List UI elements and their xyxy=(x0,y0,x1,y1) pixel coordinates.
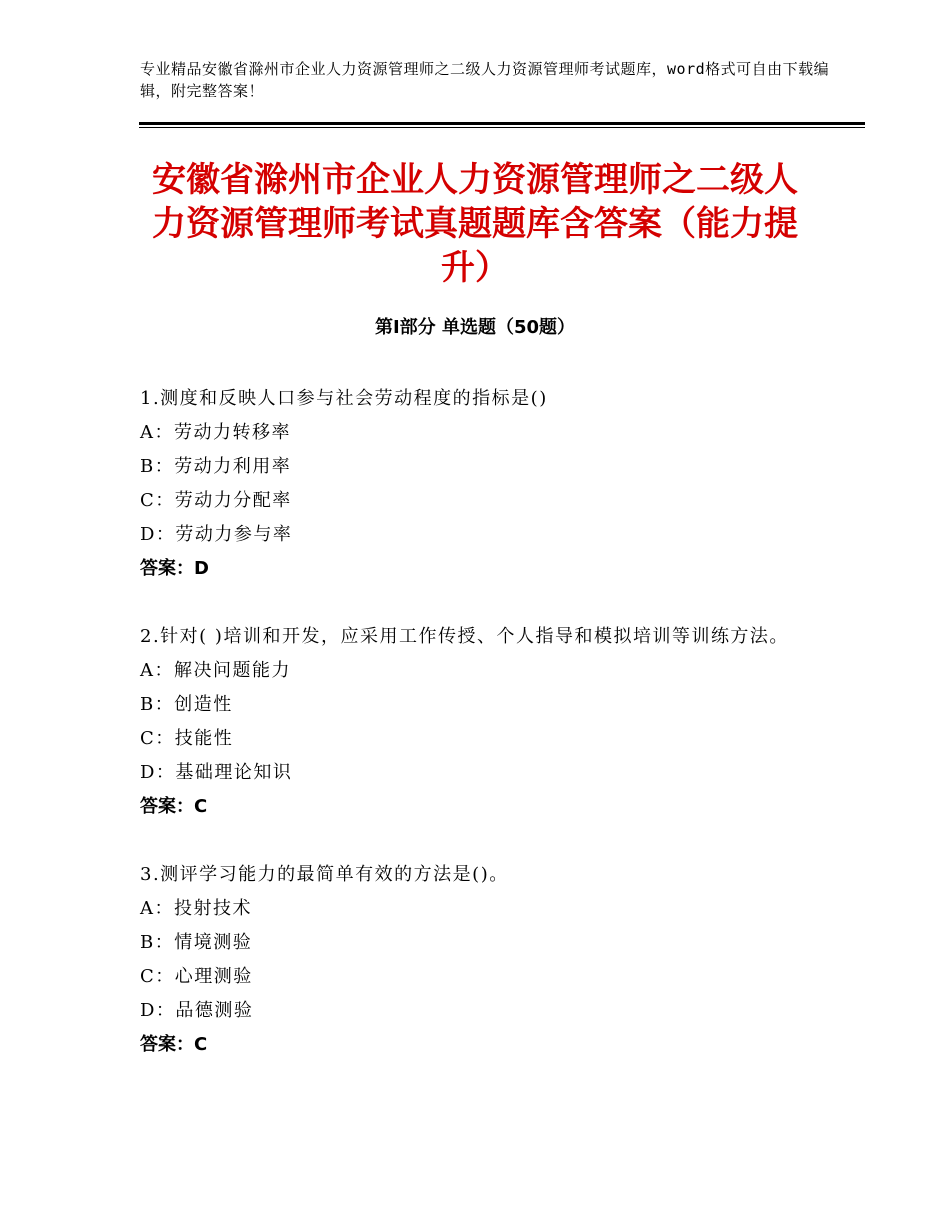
option-d: D：品德测验 xyxy=(140,1000,254,1021)
question-list xyxy=(140,382,820,1096)
option-a: A：投射技术 xyxy=(140,898,252,919)
header-rule-thick xyxy=(139,122,865,125)
option-a: A：劳动力转移率 xyxy=(140,422,291,443)
option-b: B：情境测验 xyxy=(140,932,253,953)
answer: 答案：C xyxy=(140,796,208,817)
header-rule-thin xyxy=(139,127,865,128)
document-title: 安徽省滁州市企业人力资源管理师之二级人力资源管理师考试真题题库含答案（能力提升） xyxy=(152,160,798,288)
option-d: D：劳动力参与率 xyxy=(140,524,293,545)
option-c: C：心理测验 xyxy=(140,966,253,987)
answer: 答案：C xyxy=(140,1034,208,1055)
question-text: 1.测度和反映人口参与社会劳动程度的指标是() xyxy=(140,388,548,409)
option-c: C：技能性 xyxy=(140,728,234,749)
question-2 xyxy=(140,620,820,824)
header-note: 专业精品安徽省滁州市企业人力资源管理师之二级人力资源管理师考试题库，word格式可自由下载编辑，附完整答案！ xyxy=(140,60,830,100)
answer: 答案：D xyxy=(140,558,209,579)
option-b: B：劳动力利用率 xyxy=(140,456,292,477)
option-d: D：基础理论知识 xyxy=(140,762,293,783)
option-b: B：创造性 xyxy=(140,694,233,715)
question-text: 2.针对( )培训和开发，应采用工作传授、个人指导和模拟培训等训练方法。 xyxy=(140,626,789,647)
section-title: 第Ⅰ部分 单选题（50题） xyxy=(374,317,575,338)
question-text: 3.测评学习能力的最简单有效的方法是()。 xyxy=(140,864,509,885)
question-1 xyxy=(140,382,820,586)
question-3 xyxy=(140,858,820,1062)
option-c: C：劳动力分配率 xyxy=(140,490,292,511)
option-a: A：解决问题能力 xyxy=(140,660,291,681)
